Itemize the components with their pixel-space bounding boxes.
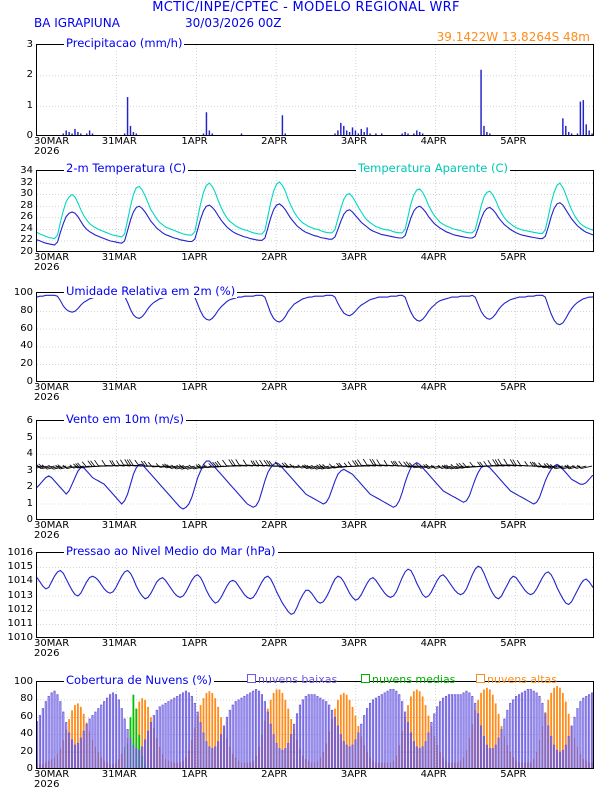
- station-name: BA IGRAPIUNA: [34, 16, 120, 30]
- y-tick-label: 5: [26, 431, 33, 443]
- x-tick-label: 2APR: [261, 252, 288, 263]
- x-tick-label: 1APR: [181, 382, 208, 393]
- y-tick-label: 20: [20, 745, 33, 757]
- x-tick-label: 3APR: [340, 252, 368, 263]
- clouds-chart-svg: [37, 682, 594, 769]
- station-coordinates: 39.1422W 13.8264S 48m: [436, 30, 590, 44]
- x-axis-year: 2026: [34, 262, 60, 273]
- y-tick-label: 1010: [7, 632, 33, 643]
- y-tick-label: 20: [20, 358, 33, 370]
- x-tick-label: 3APR: [340, 769, 368, 780]
- panel-title-temperature: 2-m Temperatura (C): [66, 161, 187, 175]
- x-tick-label: 5APR: [500, 252, 527, 263]
- x-tick-label: 2APR: [261, 382, 288, 393]
- y-tick-label: 34: [20, 165, 33, 176]
- y-tick-label: 80: [20, 693, 33, 705]
- legend-swatch-high: [476, 674, 485, 683]
- y-tick-label: 22: [20, 234, 33, 246]
- y-tick-label: 1015: [7, 561, 33, 573]
- y-tick-label: 60: [20, 322, 33, 334]
- x-axis-year: 2026: [34, 648, 60, 659]
- y-tick-label: 1016: [7, 547, 33, 558]
- y-tick-label: 40: [20, 728, 33, 740]
- x-axis-year: 2026: [34, 530, 60, 541]
- wind-chart-svg: [37, 421, 594, 520]
- x-tick-label: 5APR: [500, 638, 527, 649]
- y-tick-label: 32: [20, 176, 33, 188]
- y-tick-label: 2: [26, 481, 33, 492]
- y-tick-label: 40: [20, 340, 33, 352]
- y-tick-label: 3: [26, 464, 33, 476]
- panel-title-precipitation: Precipitacao (mm/h): [66, 36, 183, 50]
- x-tick-label: 30MAR: [34, 252, 70, 263]
- x-tick-label: 1APR: [181, 769, 208, 780]
- panel-title-pressure: Pressao ao Nivel Medio do Mar (hPa): [66, 544, 276, 558]
- y-tick-label: 30: [20, 188, 33, 200]
- y-tick-label: 1012: [7, 603, 33, 615]
- y-tick-label: 1: [26, 497, 33, 509]
- x-tick-label: 5APR: [500, 136, 527, 147]
- y-tick-label: 60: [20, 710, 33, 722]
- y-tick-label: 80: [20, 304, 33, 316]
- x-tick-label: 2APR: [261, 520, 288, 531]
- x-tick-label: 30MAR: [34, 136, 70, 147]
- x-tick-label: 3APR: [340, 520, 368, 531]
- x-tick-label: 30MAR: [34, 638, 70, 649]
- y-tick-label: 0: [26, 763, 33, 774]
- plot-pressure: [36, 552, 594, 638]
- x-tick-label: 1APR: [181, 638, 208, 649]
- y-tick-label: 0: [26, 514, 33, 525]
- x-tick-label: 4APR: [420, 136, 447, 147]
- x-tick-label: 31MAR: [101, 638, 137, 649]
- x-tick-label: 3APR: [340, 638, 368, 649]
- legend-nuvens-medias: [361, 673, 455, 686]
- y-tick-label: 0: [26, 376, 33, 387]
- x-tick-label: 2APR: [261, 136, 288, 147]
- x-axis-year: 2026: [34, 392, 60, 403]
- x-tick-label: 4APR: [420, 382, 447, 393]
- x-tick-label: 30MAR: [34, 769, 70, 780]
- x-tick-label: 1APR: [181, 136, 208, 147]
- x-tick-label: 5APR: [500, 769, 527, 780]
- y-tick-label: 1014: [7, 575, 33, 587]
- legend-swatch-mid: [361, 674, 370, 683]
- y-tick-label: 1: [26, 99, 33, 111]
- x-tick-label: 1APR: [181, 520, 208, 531]
- y-tick-label: 6: [26, 415, 33, 426]
- y-tick-label: 1013: [7, 589, 33, 601]
- x-tick-label: 3APR: [340, 382, 368, 393]
- x-tick-label: 31MAR: [101, 136, 137, 147]
- panel-clouds: [36, 673, 594, 769]
- plot-wind: [36, 420, 594, 520]
- plot-clouds: [36, 681, 594, 769]
- panel-title-apparent-temperature: Temperatura Aparente (C): [358, 161, 509, 175]
- y-tick-label: 1011: [7, 617, 33, 629]
- humidity-chart-svg: [37, 293, 594, 382]
- y-tick-label: 3: [26, 39, 33, 50]
- x-tick-label: 4APR: [420, 252, 447, 263]
- panel-humidity: [36, 284, 594, 382]
- plot-humidity: [36, 292, 594, 382]
- temperature-chart-svg: [37, 171, 594, 252]
- x-tick-label: 5APR: [500, 520, 527, 531]
- x-tick-label: 4APR: [420, 638, 447, 649]
- y-tick-label: 24: [20, 222, 33, 234]
- run-date: 30/03/2026 00Z: [185, 16, 282, 30]
- y-tick-label: 100: [13, 287, 33, 298]
- x-tick-label: 31MAR: [101, 382, 137, 393]
- x-tick-label: 31MAR: [101, 520, 137, 531]
- y-tick-label: 0: [26, 130, 33, 141]
- legend-label-low: nuvens baixas: [258, 673, 338, 686]
- precipitation-chart-svg: [37, 45, 594, 136]
- legend-label-high: nuvens altas: [487, 673, 558, 686]
- x-tick-label: 4APR: [420, 769, 447, 780]
- x-tick-label: 1APR: [181, 252, 208, 263]
- legend-swatch-low: [247, 674, 256, 683]
- x-tick-label: 5APR: [500, 382, 527, 393]
- y-tick-label: 28: [20, 199, 33, 211]
- plot-precipitation: [36, 44, 594, 136]
- panel-temperature: [36, 161, 594, 252]
- panel-pressure: [36, 544, 594, 638]
- y-tick-label: 100: [13, 676, 33, 687]
- x-tick-label: 2APR: [261, 638, 288, 649]
- x-tick-label: 3APR: [340, 136, 368, 147]
- x-tick-label: 30MAR: [34, 520, 70, 531]
- x-tick-label: 4APR: [420, 520, 447, 531]
- y-tick-label: 20: [20, 246, 33, 257]
- plot-temperature: [36, 170, 594, 252]
- y-tick-label: 2: [26, 69, 33, 81]
- x-tick-label: 30MAR: [34, 382, 70, 393]
- pressure-chart-svg: [37, 553, 594, 638]
- legend-label-mid: nuvens medias: [372, 673, 456, 686]
- panel-title-humidity: Umidade Relativa em 2m (%): [66, 284, 236, 298]
- x-tick-label: 2APR: [261, 769, 288, 780]
- x-tick-label: 31MAR: [101, 252, 137, 263]
- y-tick-label: 4: [26, 448, 33, 459]
- panel-title-wind: Vento em 10m (m/s): [66, 412, 185, 426]
- y-tick-label: 26: [20, 211, 33, 223]
- panel-wind: [36, 412, 594, 520]
- page-title: MCTIC/INPE/CPTEC - MODELO REGIONAL WRF: [152, 0, 460, 15]
- legend-nuvens-baixas: [247, 673, 337, 686]
- x-tick-label: 31MAR: [101, 769, 137, 780]
- panel-title-clouds: Cobertura de Nuvens (%): [66, 673, 213, 687]
- x-axis-year: 2026: [34, 779, 60, 790]
- legend-nuvens-altas: [476, 673, 557, 686]
- x-axis-year: 2026: [34, 146, 60, 157]
